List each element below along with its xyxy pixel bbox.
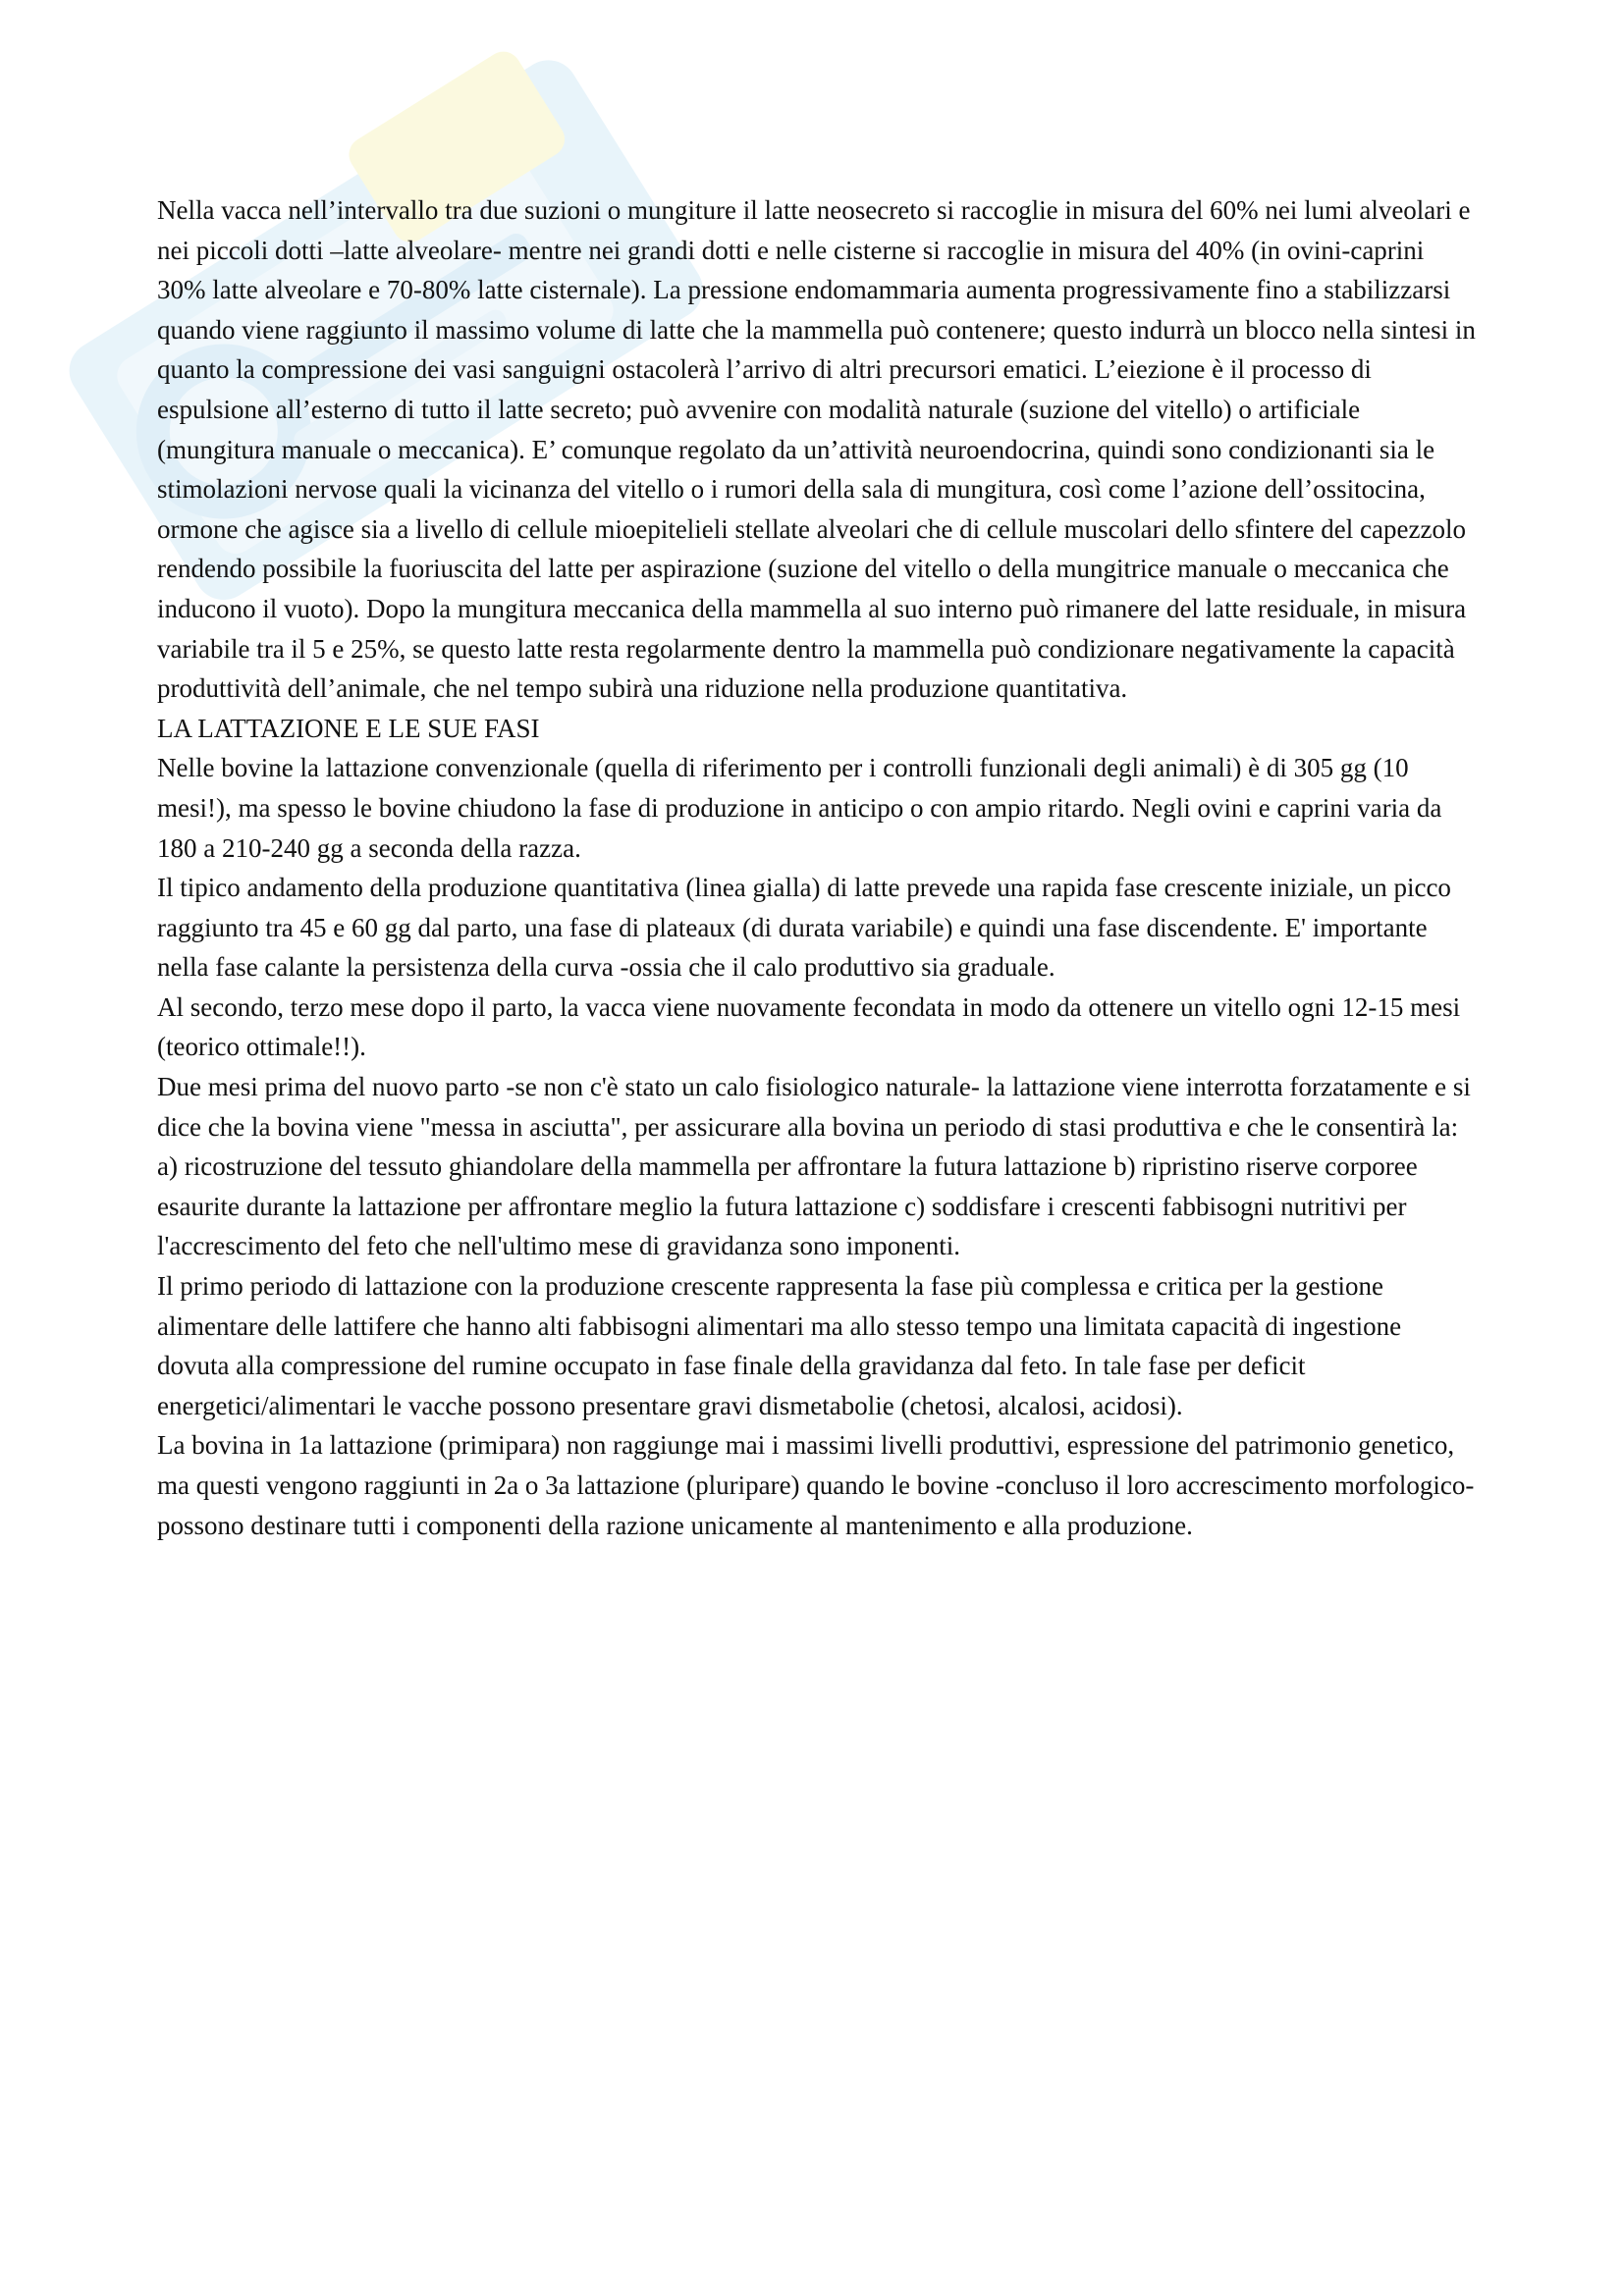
section-heading: LA LATTAZIONE E LE SUE FASI	[157, 713, 540, 743]
paragraph-early-lactation: Il primo periodo di lattazione con la produzione crescente rappresenta la fase più complessa e critica per la gestione alimentare delle lattifere che hanno alti fabbisogni alimentari ma allo stesso tempo una limitata capacità di ingestione dovuta alla compressione del rumine occupato in fase finale della gravidanza dal feto. In tale fase per deficit energetici/alimentari le vacche possono presentare gravi dismetabolie (chetosi, alcalosi, acidosi).	[157, 1271, 1402, 1420]
document-body	[157, 190, 1478, 1545]
paragraph-ejection: Nella vacca nell’intervallo tra due suzioni o mungiture il latte neosecreto si raccoglie in misura del 60% nei lumi alveolari e nei piccoli dotti –latte alveolare- mentre nei grandi dotti e nelle cisterne si raccoglie in misura del 40% (in ovini-caprini 30% latte alveolare e 70-80% latte cisternale). La pressione endomammaria aumenta progressivamente fino a stabilizzarsi quando viene raggiunto il massimo volume di latte che la mammella può contenere; questo indurrà un blocco nella sintesi in quanto la compressione dei vasi sanguigni ostacolerà l’arrivo di altri precursori ematici. L’eiezione è il processo di espulsione all’esterno di tutto il latte secreto; può avvenire con modalità naturale (suzione del vitello) o artificiale (mungitura manuale o meccanica). E’ comunque regolato da un’attività neuroendocrina, quindi sono condizionanti sia le stimolazioni nervose quali la vicinanza del vitello o i rumori della sala di mungitura, così come l’azione dell’ossitocina, ormone che agisce sia a livello di cellule mioepitelieli stellate alveolari che di cellule muscolari dello sfintere del capezzolo rendendo possibile la fuoriuscita del latte per aspirazione (suzione del vitello o della mungitrice manuale o meccanica che inducono il vuoto). Dopo la mungitura meccanica della mammella al suo interno può rimanere del latte residuale, in misura variabile tra il 5 e 25%, se questo latte resta regolarmente dentro la mammella può condizionare negativamente la capacità produttività dell’animale, che nel tempo subirà una riduzione nella produzione quantitativa.	[157, 195, 1476, 704]
paragraph-dry-period: Due mesi prima del nuovo parto -se non c'è stato un calo fisiologico naturale- la lattazione viene interrotta forzatamente e si dice che la bovina viene "messa in asciutta", per assicurare alla bovina un periodo di stasi produttiva e che le consentirà la: a) ricostruzione del tessuto ghiandolare della mammella per affrontare la futura lattazione b) ripristino riserve corporee esaurite durante la lattazione per affrontare meglio la futura lattazione c) soddisfare i crescenti fabbisogni nutritivi per l'accrescimento del feto che nell'ultimo mese di gravidanza sono imponenti.	[157, 1072, 1471, 1261]
paragraph-fecundation: Al secondo, terzo mese dopo il parto, la vacca viene nuovamente fecondata in modo da ottenere un vitello ogni 12-15 mesi (teorico ottimale!!).	[157, 991, 1461, 1062]
paragraph-lactation-curve: Il tipico andamento della produzione quantitativa (linea gialla) di latte prevede una rapida fase crescente iniziale, un picco raggiunto tra 45 e 60 gg dal parto, una fase di plateaux (di durata variabile) e quindi una fase discendente. E' importante nella fase calante la persistenza della curva -ossia che il calo produttivo sia graduale.	[157, 873, 1451, 983]
paragraph-conventional-lactation: Nelle bovine la lattazione convenzionale (quella di riferimento per i controlli funzionali degli animali) è di 305 gg (10 mesi!), ma spesso le bovine chiudono la fase di produzione in anticipo o con ampio ritardo. Negli ovini e caprini varia da 180 a 210-240 gg a seconda della razza.	[157, 753, 1442, 863]
paragraph-primipara: La bovina in 1a lattazione (primipara) non raggiunge mai i massimi livelli produttivi, espressione del patrimonio genetico, ma questi vengono raggiunti in 2a o 3a lattazione (pluripare) quando le bovine -concluso il loro accrescimento morfologico- possono destinare tutti i componenti della razione unicamente al mantenimento e alla produzione.	[157, 1430, 1475, 1540]
